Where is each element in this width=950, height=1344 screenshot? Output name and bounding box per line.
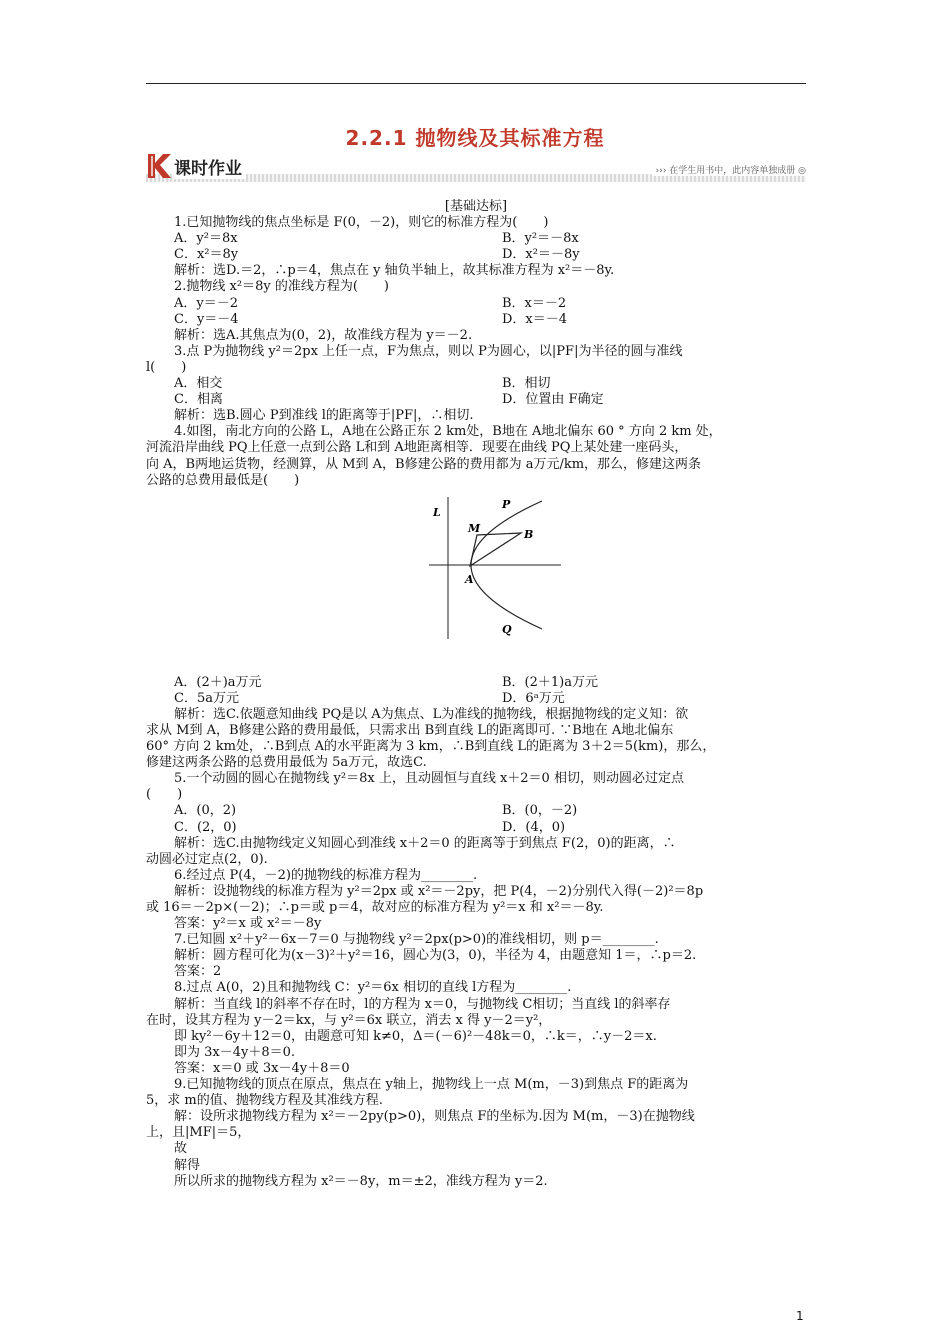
q1-option-a: A．y²＝8x (174, 231, 238, 247)
q1-stem: 1.已知抛物线的焦点坐标是 F(0，－2)，则它的标准方程为( ) (174, 215, 549, 231)
q4-solution-line1: 解析：选C.依题意知曲线 PQ是以 A为焦点、L为准线的抛物线，根据抛物线的定义知：欲 (174, 706, 689, 722)
page-number: 1 (796, 1309, 804, 1323)
label-p: P (502, 497, 511, 511)
q9-solution-line5: 所以所求的抛物线方程为 x²＝－8y，m＝±2，准线方程为 y＝2. (174, 1173, 548, 1189)
q2-option-b: B．x＝－2 (502, 295, 567, 311)
q3-options-row2 (146, 392, 806, 408)
q3-option-a: A．相交 (174, 376, 223, 392)
q9-stem-line2: 5，求 m的值、抛物线方程及其准线方程. (146, 1093, 383, 1109)
q3-stem-line1: 3.点 P为抛物线 y²＝2px 上任一点，F为焦点，则以 P为圆心，以|PF|为半径的圆与准线 (174, 343, 683, 359)
q2-options-row1 (146, 296, 806, 312)
label-m: M (468, 521, 481, 535)
q4-option-a: A．(2＋)a万元 (174, 674, 262, 690)
q1-options-row1 (146, 231, 806, 247)
q8-solution-line1: 解析：当直线 l的斜率不存在时，l的方程为 x＝0，与抛物线 C相切；当直线 l的斜率存 (174, 996, 671, 1012)
label-q: Q (502, 622, 512, 636)
q4-figure (146, 491, 806, 671)
q3-option-c: C．相离 (174, 392, 223, 408)
q5-stem-line1: 5.一个动圆的圆心在抛物线 y²＝8x 上，且动圆恒与直线 x＋2＝0 相切，则动圆必过定点 (174, 771, 684, 787)
q4-options-row1 (146, 675, 806, 691)
q4-option-d: D．6ᵃ万元 (502, 690, 565, 706)
q4-options-row2 (146, 691, 806, 707)
q8-solution-line4: 即为 3x－4y＋8＝0. (174, 1044, 296, 1060)
q3-option-b: B．相切 (502, 376, 551, 392)
q5-options-row1 (146, 803, 806, 819)
q4-stem-line3: 向 A，B两地运货物，经测算，从 M到 A，B修建公路的费用都为 a万元/km，那么，修建这两条 (146, 456, 702, 472)
q2-option-a: A．y＝－2 (174, 295, 239, 311)
header-rule (146, 83, 806, 84)
q3-stem-line2: l( ) (146, 359, 187, 375)
q6-solution-line2: 或 16＝－2p×(－2)；∴p＝或 p＝4，故对应的标准方程为 y²＝x 和 x²＝－8y. (146, 900, 604, 915)
q5-stem-line2: ( ) (146, 787, 183, 803)
q5-option-d: D．(4，0) (502, 819, 566, 835)
q1-option-b: B．y²＝－8x (502, 231, 579, 247)
triangle-amb (470, 533, 521, 566)
q9-solution-line3: 故 (174, 1141, 188, 1157)
q4-solution-line2: 求从 M到 A，B修建公路的费用最低，只需求出 B到直线 L的距离即可. ∵B地在 A地北偏东 (146, 722, 674, 738)
parabola-diagram (427, 491, 562, 641)
q2-option-d: D．x＝－4 (502, 311, 568, 327)
q1-solution: 解析：选D.＝2，∴p＝4，焦点在 y 轴负半轴上，故其标准方程为 x²＝－8y. (174, 263, 615, 279)
page-title: 2.2.1 抛物线及其标准方程 (345, 126, 605, 150)
q8-answer: 答案：x＝0 或 3x－4y＋8＝0 (174, 1060, 350, 1076)
q9-solution-line2: 上，且|MF|＝5， (146, 1125, 251, 1141)
q5-solution-line2: 动圆必过定点(2，0). (146, 851, 268, 867)
homework-banner (146, 152, 806, 184)
q3-options-row1 (146, 376, 806, 392)
q8-stem: 8.过点 A(0，2)且和抛物线 C：y²＝6x 相切的直线 l方程为________. (174, 980, 572, 996)
q2-option-c: C．y＝－4 (174, 311, 239, 327)
q9-stem-line1: 9.已知抛物线的顶点在原点，焦点在 y轴上，抛物线上一点 M(m，－3)到焦点 F的距离为 (174, 1077, 689, 1093)
q3-option-d: D．位置由 F确定 (502, 392, 604, 408)
q6-answer: 答案：y²＝x 或 x²＝－8y (174, 916, 322, 932)
q8-solution-line2: 在时，设其方程为 y－2＝kx，与 y²＝6x 联立，消去 x 得 y－2＝y²， (146, 1012, 552, 1028)
document-body (146, 199, 806, 1190)
k-logo-icon (146, 152, 172, 180)
q4-stem-line1: 4.如图，南北方向的公路 L，A地在公路正东 2 km处，B地在 A地北偏东 60 ° 方向 2 km 处， (174, 424, 722, 440)
q5-options-row2 (146, 820, 806, 836)
q5-solution-line1: 解析：选C.由抛物线定义知圆心到准线 x＋2＝0 的距离等于到焦点 F(2，0)的距离，∴ (174, 835, 676, 851)
q4-stem-line2: 河流沿岸曲线 PQ上任意一点到公路 L和到 A地距离相等．现要在曲线 PQ上某处建一座码头， (146, 440, 688, 456)
q2-options-row2 (146, 312, 806, 328)
q9-solution-line4: 解得 (174, 1157, 201, 1173)
q5-option-a: A．(0，2) (174, 803, 237, 819)
q5-option-c: C．(2，0) (174, 819, 237, 835)
q7-stem: 7.已知圆 x²＋y²－6x－7＝0 与抛物线 y²＝2px(p>0)的准线相切，则 p＝________. (174, 932, 659, 948)
label-l: L (433, 505, 441, 519)
q9-solution-line1: 解：设所求抛物线方程为 x²＝－2py(p>0)，则焦点 F的坐标为.因为 M(m，－3)在抛物线 (174, 1109, 695, 1125)
q4-option-b: B．(2＋1)a万元 (502, 674, 598, 690)
q2-stem: 2.抛物线 x²＝8y 的准线方程为( ) (174, 279, 389, 295)
q1-option-d: D．x²＝－8y (502, 247, 580, 263)
q4-stem-line4: 公路的总费用最低是( ) (146, 472, 300, 488)
q4-option-c: C．5a万元 (174, 690, 239, 706)
label-b: B (524, 527, 534, 541)
q2-solution: 解析：选A.其焦点为(0，2)，故准线方程为 y＝－2. (174, 327, 473, 343)
q8-solution-line3: 即 ky²－6y＋12＝0，由题意可知 k≠0，Δ＝(－6)²－48k＝0，∴k＝，∴y－2＝x. (174, 1028, 657, 1044)
q4-solution-line4: 修建这两条公路的总费用最低为 5a万元，故选C. (146, 755, 427, 771)
q7-solution: 解析：圆方程可化为(x－3)²＋y²＝16，圆心为(3，0)，半径为 4，由题意知 1＝，∴p＝2. (174, 948, 697, 964)
label-a: A (465, 572, 474, 586)
q6-stem: 6.经过点 P(4，－2)的抛物线的标准方程为________. (174, 867, 478, 883)
q4-solution-line3: 60° 方向 2 km处，∴B到点 A的水平距离为 3 km，∴B到直线 L的距离为 3＋2＝5(km)，那么， (146, 739, 716, 755)
section-heading: [基础达标] (444, 199, 508, 214)
banner-label: 课时作业 (174, 154, 246, 179)
q1-option-c: C．x²＝8y (174, 247, 239, 263)
q7-answer: 答案：2 (174, 964, 222, 980)
q3-solution: 解析：选B.圆心 P到准线 l的距离等于|PF|，∴相切. (174, 408, 474, 424)
banner-note: ››› 在学生用书中，此内容单独成册 ◎ (652, 163, 806, 176)
q5-option-b: B．(0，－2) (502, 803, 578, 819)
q6-solution-line1: 解析：设抛物线的标准方程为 y²＝2px 或 x²＝－2py，把 P(4，－2)分别代入得(－2)²＝8p (174, 883, 704, 899)
q1-options-row2 (146, 247, 806, 263)
